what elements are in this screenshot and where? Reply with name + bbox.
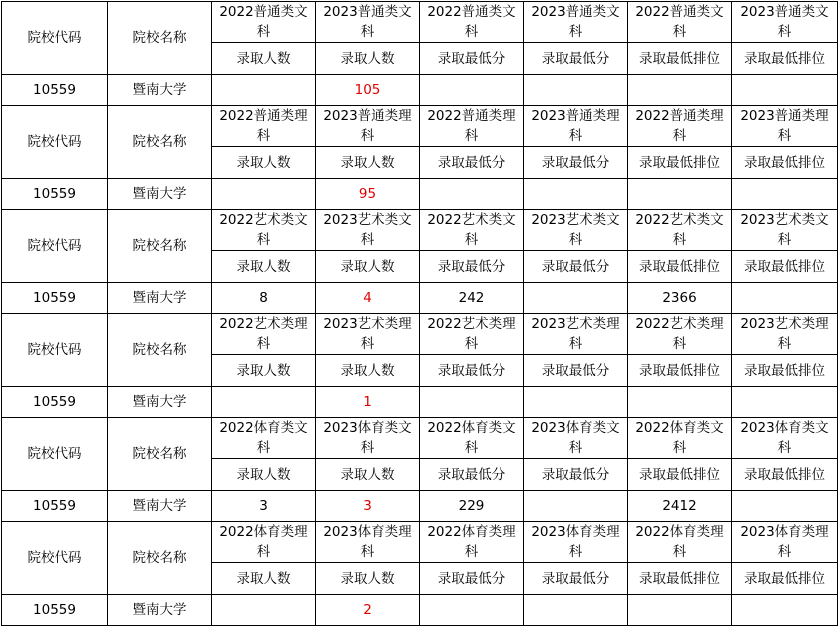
col-header-year-category: 2022体育类理科 xyxy=(212,522,316,563)
col-subheader-metric: 录取最低排位 xyxy=(628,147,732,179)
value-cell: 2366 xyxy=(628,283,732,314)
col-header-name: 院校名称 xyxy=(108,210,212,283)
col-subheader-metric: 录取最低排位 xyxy=(628,563,732,595)
value-cell xyxy=(628,595,732,626)
col-header-year-category: 2022艺术类文科 xyxy=(628,210,732,251)
col-subheader-metric: 录取人数 xyxy=(212,251,316,283)
col-subheader-metric: 录取最低排位 xyxy=(732,355,838,387)
table-row xyxy=(2,387,838,418)
col-subheader-metric: 录取最低分 xyxy=(524,147,628,179)
col-header-year-category: 2022普通类文科 xyxy=(212,2,316,43)
value-cell xyxy=(420,595,524,626)
col-header-year-category: 2022艺术类文科 xyxy=(420,210,524,251)
col-subheader-metric: 录取最低分 xyxy=(524,355,628,387)
col-subheader-metric: 录取人数 xyxy=(316,251,420,283)
value-cell xyxy=(732,595,838,626)
value-cell xyxy=(212,75,316,106)
col-header-code: 院校代码 xyxy=(2,106,108,179)
col-header-year-category: 2023艺术类理科 xyxy=(732,314,838,355)
table-row xyxy=(2,595,838,626)
col-subheader-metric: 录取人数 xyxy=(316,147,420,179)
col-header-year-category: 2022艺术类理科 xyxy=(420,314,524,355)
header-row xyxy=(2,106,838,147)
value-cell: 8 xyxy=(212,283,316,314)
table-row xyxy=(2,283,838,314)
value-cell xyxy=(524,283,628,314)
value-cell: 105 xyxy=(316,75,420,106)
col-subheader-metric: 录取人数 xyxy=(212,563,316,595)
col-subheader-metric: 录取最低分 xyxy=(524,459,628,491)
header-row xyxy=(2,522,838,563)
value-cell xyxy=(212,179,316,210)
col-subheader-metric: 录取人数 xyxy=(212,355,316,387)
col-header-year-category: 2023艺术类理科 xyxy=(316,314,420,355)
col-header-name: 院校名称 xyxy=(108,106,212,179)
school-code-cell: 10559 xyxy=(2,491,108,522)
col-subheader-metric: 录取最低分 xyxy=(524,43,628,75)
col-subheader-metric: 录取最低分 xyxy=(420,563,524,595)
col-subheader-metric: 录取最低排位 xyxy=(628,251,732,283)
value-cell: 1 xyxy=(316,387,420,418)
col-header-year-category: 2023艺术类文科 xyxy=(524,210,628,251)
col-header-year-category: 2023体育类理科 xyxy=(732,522,838,563)
value-cell xyxy=(524,491,628,522)
col-header-year-category: 2023体育类文科 xyxy=(524,418,628,459)
value-cell xyxy=(524,387,628,418)
school-name-cell: 暨南大学 xyxy=(108,75,212,106)
col-subheader-metric: 录取最低分 xyxy=(420,355,524,387)
col-header-year-category: 2022普通类理科 xyxy=(212,106,316,147)
col-header-year-category: 2023普通类文科 xyxy=(732,2,838,43)
col-header-year-category: 2022艺术类文科 xyxy=(212,210,316,251)
col-subheader-metric: 录取最低排位 xyxy=(732,563,838,595)
table-row xyxy=(2,179,838,210)
col-header-year-category: 2022普通类文科 xyxy=(628,2,732,43)
value-cell xyxy=(524,75,628,106)
school-code-cell: 10559 xyxy=(2,387,108,418)
col-subheader-metric: 录取最低分 xyxy=(420,147,524,179)
col-header-name: 院校名称 xyxy=(108,2,212,75)
school-code-cell: 10559 xyxy=(2,179,108,210)
value-cell xyxy=(212,387,316,418)
value-cell xyxy=(420,179,524,210)
value-cell: 242 xyxy=(420,283,524,314)
value-cell: 95 xyxy=(316,179,420,210)
value-cell xyxy=(732,283,838,314)
school-name-cell: 暨南大学 xyxy=(108,179,212,210)
col-subheader-metric: 录取最低分 xyxy=(524,251,628,283)
value-cell: 2 xyxy=(316,595,420,626)
col-header-year-category: 2023普通类理科 xyxy=(732,106,838,147)
value-cell xyxy=(732,491,838,522)
col-subheader-metric: 录取人数 xyxy=(316,43,420,75)
col-header-year-category: 2023普通类文科 xyxy=(316,2,420,43)
col-subheader-metric: 录取最低排位 xyxy=(732,459,838,491)
value-cell: 229 xyxy=(420,491,524,522)
header-row xyxy=(2,2,838,43)
col-header-year-category: 2022艺术类理科 xyxy=(628,314,732,355)
col-header-code: 院校代码 xyxy=(2,210,108,283)
col-header-year-category: 2023普通类理科 xyxy=(524,106,628,147)
school-name-cell: 暨南大学 xyxy=(108,491,212,522)
value-cell xyxy=(524,595,628,626)
school-name-cell: 暨南大学 xyxy=(108,595,212,626)
value-cell xyxy=(732,387,838,418)
col-header-year-category: 2022普通类理科 xyxy=(420,106,524,147)
col-header-year-category: 2022普通类理科 xyxy=(628,106,732,147)
header-row xyxy=(2,210,838,251)
col-header-year-category: 2022体育类文科 xyxy=(212,418,316,459)
col-subheader-metric: 录取最低分 xyxy=(420,459,524,491)
col-header-code: 院校代码 xyxy=(2,314,108,387)
value-cell: 2412 xyxy=(628,491,732,522)
col-header-year-category: 2022体育类理科 xyxy=(628,522,732,563)
school-code-cell: 10559 xyxy=(2,75,108,106)
col-header-year-category: 2023艺术类文科 xyxy=(316,210,420,251)
col-header-code: 院校代码 xyxy=(2,2,108,75)
value-cell xyxy=(524,179,628,210)
value-cell xyxy=(628,75,732,106)
col-subheader-metric: 录取最低排位 xyxy=(628,459,732,491)
header-row xyxy=(2,314,838,355)
school-code-cell: 10559 xyxy=(2,283,108,314)
col-header-code: 院校代码 xyxy=(2,418,108,491)
col-subheader-metric: 录取最低排位 xyxy=(732,147,838,179)
header-row xyxy=(2,418,838,459)
col-subheader-metric: 录取最低分 xyxy=(524,563,628,595)
value-cell xyxy=(732,75,838,106)
col-subheader-metric: 录取人数 xyxy=(212,459,316,491)
col-header-year-category: 2023艺术类文科 xyxy=(732,210,838,251)
col-subheader-metric: 录取最低分 xyxy=(420,251,524,283)
school-code-cell: 10559 xyxy=(2,595,108,626)
value-cell xyxy=(732,179,838,210)
col-subheader-metric: 录取最低排位 xyxy=(732,251,838,283)
table-body xyxy=(2,2,838,626)
value-cell: 4 xyxy=(316,283,420,314)
col-header-year-category: 2022普通类文科 xyxy=(420,2,524,43)
value-cell xyxy=(420,387,524,418)
school-name-cell: 暨南大学 xyxy=(108,283,212,314)
value-cell: 3 xyxy=(212,491,316,522)
col-header-year-category: 2023体育类文科 xyxy=(316,418,420,459)
col-header-name: 院校名称 xyxy=(108,522,212,595)
table-row xyxy=(2,75,838,106)
value-cell xyxy=(420,75,524,106)
col-header-year-category: 2023普通类理科 xyxy=(316,106,420,147)
col-header-year-category: 2023艺术类理科 xyxy=(524,314,628,355)
col-header-year-category: 2023体育类理科 xyxy=(524,522,628,563)
col-header-year-category: 2022艺术类理科 xyxy=(212,314,316,355)
col-subheader-metric: 录取人数 xyxy=(316,459,420,491)
col-header-year-category: 2022体育类文科 xyxy=(628,418,732,459)
value-cell xyxy=(628,387,732,418)
value-cell xyxy=(212,595,316,626)
col-header-year-category: 2023体育类理科 xyxy=(316,522,420,563)
col-subheader-metric: 录取最低排位 xyxy=(732,43,838,75)
table-row xyxy=(2,491,838,522)
col-subheader-metric: 录取人数 xyxy=(212,43,316,75)
col-subheader-metric: 录取最低排位 xyxy=(628,355,732,387)
col-header-year-category: 2023体育类文科 xyxy=(732,418,838,459)
col-header-name: 院校名称 xyxy=(108,418,212,491)
col-header-year-category: 2023普通类文科 xyxy=(524,2,628,43)
col-header-year-category: 2022体育类理科 xyxy=(420,522,524,563)
col-header-year-category: 2022体育类文科 xyxy=(420,418,524,459)
col-subheader-metric: 录取最低排位 xyxy=(628,43,732,75)
admission-table xyxy=(1,1,838,626)
col-subheader-metric: 录取人数 xyxy=(212,147,316,179)
col-subheader-metric: 录取最低分 xyxy=(420,43,524,75)
col-subheader-metric: 录取人数 xyxy=(316,563,420,595)
col-subheader-metric: 录取人数 xyxy=(316,355,420,387)
value-cell: 3 xyxy=(316,491,420,522)
value-cell xyxy=(628,179,732,210)
school-name-cell: 暨南大学 xyxy=(108,387,212,418)
col-header-name: 院校名称 xyxy=(108,314,212,387)
col-header-code: 院校代码 xyxy=(2,522,108,595)
